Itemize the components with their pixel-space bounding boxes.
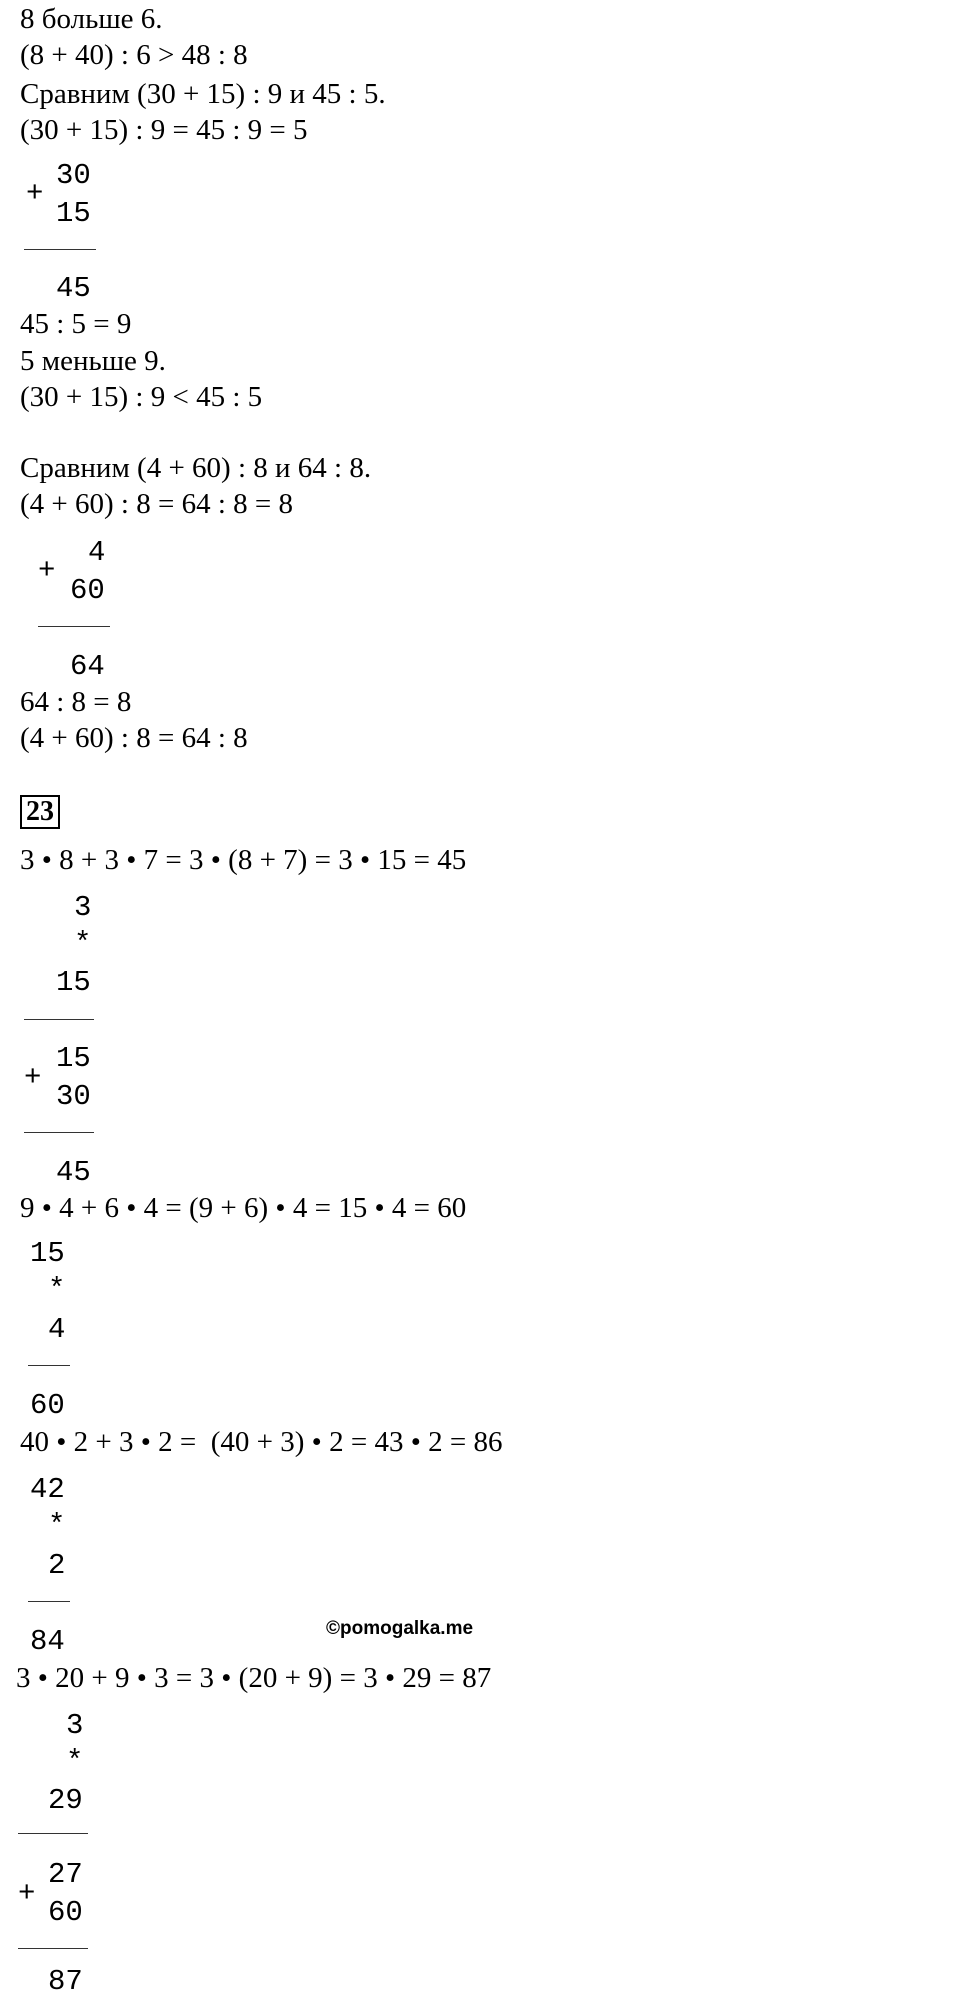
factor: 15 <box>56 966 91 999</box>
text-line: 8 больше 6. <box>20 3 163 35</box>
text-line: Сравним (4 + 60) : 8 и 64 : 8. <box>20 452 372 484</box>
text-line: 45 : 5 = 9 <box>20 308 132 340</box>
factor: 2 <box>48 1549 66 1582</box>
text-line: Сравним (30 + 15) : 9 и 45 : 5. <box>20 78 386 110</box>
sum-result: 64 <box>70 650 105 683</box>
sum-result: 45 <box>56 272 91 305</box>
multiply-sign: * <box>66 1745 84 1778</box>
sum-line <box>38 626 110 627</box>
addend: 15 <box>56 1042 91 1075</box>
text-line: 3 • 20 + 9 • 3 = 3 • (20 + 9) = 3 • 29 = 87 <box>16 1662 492 1694</box>
addend: 30 <box>56 1080 91 1113</box>
product-line <box>18 1833 88 1834</box>
sum-result: 87 <box>48 1965 83 1998</box>
sum-line <box>18 1948 88 1949</box>
addend: 30 <box>56 159 91 192</box>
product-line <box>28 1365 70 1366</box>
text-line: 9 • 4 + 6 • 4 = (9 + 6) • 4 = 15 • 4 = 60 <box>20 1192 467 1224</box>
factor: 3 <box>74 891 92 924</box>
product-result: 84 <box>30 1625 65 1658</box>
addend: 27 <box>48 1858 83 1891</box>
text-line: (30 + 15) : 9 = 45 : 9 = 5 <box>20 114 308 146</box>
multiply-sign: * <box>74 927 92 960</box>
product-line <box>28 1601 70 1602</box>
factor: 4 <box>48 1313 66 1346</box>
plus-sign: + <box>24 1061 42 1094</box>
addend: 15 <box>56 197 91 230</box>
factor: 15 <box>30 1237 65 1270</box>
task-number-badge: 23 <box>20 795 60 829</box>
addend: 4 <box>88 536 106 569</box>
text-line: (8 + 40) : 6 > 48 : 8 <box>20 39 248 71</box>
sum-result: 45 <box>56 1156 91 1189</box>
product-result: 60 <box>30 1389 65 1422</box>
factor: 3 <box>66 1709 84 1742</box>
sum-line <box>24 1132 94 1133</box>
multiply-sign: * <box>48 1273 66 1306</box>
plus-sign: + <box>18 1877 36 1910</box>
product-line <box>24 1019 94 1020</box>
text-line: (30 + 15) : 9 < 45 : 5 <box>20 381 263 413</box>
factor: 42 <box>30 1473 65 1506</box>
plus-sign: + <box>26 177 44 210</box>
plus-sign: + <box>38 554 56 587</box>
text-line: 5 меньше 9. <box>20 345 166 377</box>
multiply-sign: * <box>48 1509 66 1542</box>
factor: 29 <box>48 1784 83 1817</box>
text-line: 3 • 8 + 3 • 7 = 3 • (8 + 7) = 3 • 15 = 45 <box>20 844 467 876</box>
watermark: ©pomogalka.me <box>326 1618 474 1639</box>
text-line: (4 + 60) : 8 = 64 : 8 <box>20 722 248 754</box>
text-line: 40 • 2 + 3 • 2 = (40 + 3) • 2 = 43 • 2 = 86 <box>20 1426 503 1458</box>
text-line: 64 : 8 = 8 <box>20 686 132 718</box>
text-line: (4 + 60) : 8 = 64 : 8 = 8 <box>20 488 293 520</box>
sum-line <box>24 249 96 250</box>
addend: 60 <box>70 574 105 607</box>
addend: 60 <box>48 1896 83 1929</box>
